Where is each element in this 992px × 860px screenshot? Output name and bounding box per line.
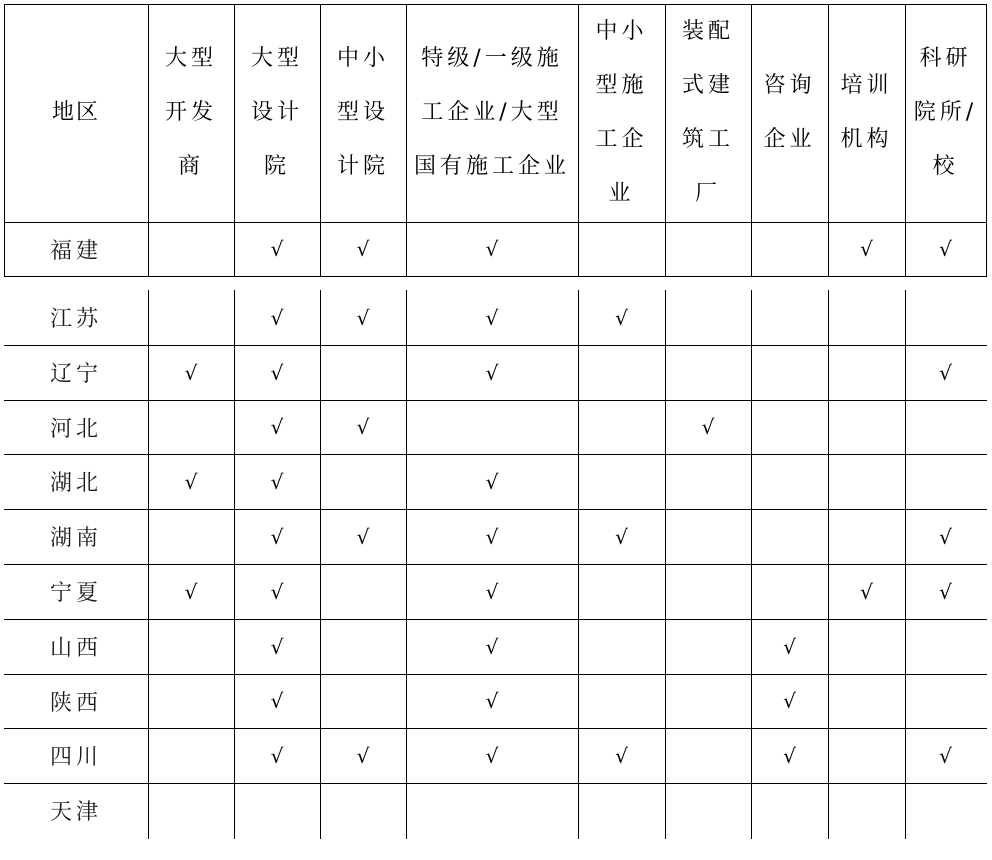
check-mark: √ bbox=[485, 237, 499, 261]
check-mark: √ bbox=[939, 579, 952, 604]
check-mark: √ bbox=[485, 689, 499, 713]
column-rule bbox=[148, 290, 149, 839]
check-mark: √ bbox=[485, 524, 499, 549]
check-mark: √ bbox=[615, 524, 628, 549]
column-rule bbox=[986, 4, 987, 277]
check-mark: √ bbox=[270, 415, 284, 439]
column-rule bbox=[148, 4, 149, 277]
region-cell: 江苏 bbox=[49, 307, 102, 332]
check-mark: √ bbox=[270, 634, 284, 659]
column-rule bbox=[665, 290, 666, 839]
column-rule bbox=[234, 4, 235, 277]
region-cell: 福建 bbox=[49, 238, 102, 264]
column-rule bbox=[905, 4, 906, 277]
table-rule bbox=[4, 276, 987, 277]
check-mark: √ bbox=[485, 469, 499, 494]
column-header-trn: 培训机构 bbox=[840, 73, 893, 152]
table-rule bbox=[4, 783, 987, 784]
column-rule bbox=[320, 290, 321, 839]
table-rule bbox=[4, 345, 987, 346]
column-rule bbox=[578, 290, 579, 839]
check-mark: √ bbox=[184, 579, 198, 604]
column-rule bbox=[406, 4, 407, 277]
column-rule bbox=[234, 290, 235, 839]
column-rule bbox=[828, 290, 829, 839]
check-mark: √ bbox=[184, 360, 198, 385]
region-cell: 宁夏 bbox=[49, 581, 102, 606]
check-mark: √ bbox=[615, 743, 628, 768]
region-cell: 湖南 bbox=[49, 526, 102, 551]
column-rule bbox=[828, 4, 829, 277]
check-mark: √ bbox=[356, 237, 370, 261]
check-mark: √ bbox=[485, 360, 499, 385]
table-rule bbox=[4, 564, 987, 565]
check-mark: √ bbox=[939, 524, 952, 549]
column-header-lgc: 特级/一级施工企业/大型国有施工企业 bbox=[413, 46, 570, 179]
check-mark: √ bbox=[701, 415, 715, 439]
check-mark: √ bbox=[485, 305, 499, 330]
region-cell: 辽宁 bbox=[49, 362, 102, 387]
check-mark: √ bbox=[783, 689, 796, 713]
check-mark: √ bbox=[184, 469, 198, 494]
column-header-smc: 中小型施工企业 bbox=[595, 19, 648, 206]
region-cell: 湖北 bbox=[49, 471, 102, 496]
column-rule bbox=[665, 4, 666, 277]
column-rule bbox=[905, 290, 906, 839]
check-mark: √ bbox=[356, 415, 370, 439]
table-rule bbox=[4, 222, 987, 223]
table-rule bbox=[4, 400, 987, 401]
check-mark: √ bbox=[270, 579, 284, 604]
check-mark: √ bbox=[485, 634, 499, 659]
column-rule bbox=[751, 4, 752, 277]
table-rule bbox=[4, 454, 987, 455]
column-header-dev: 大型开发商 bbox=[164, 46, 217, 179]
column-header-con: 咨询企业 bbox=[763, 73, 816, 152]
table-rule bbox=[4, 674, 987, 675]
check-mark: √ bbox=[356, 305, 370, 330]
column-header-sci: 科研院所/校 bbox=[913, 46, 978, 179]
check-mark: √ bbox=[485, 743, 499, 768]
check-mark: √ bbox=[783, 634, 796, 659]
check-mark: √ bbox=[270, 360, 284, 385]
check-mark: √ bbox=[270, 743, 284, 768]
column-header-pre: 装配式建筑工厂 bbox=[681, 19, 734, 206]
check-mark: √ bbox=[615, 305, 628, 330]
check-mark: √ bbox=[939, 360, 952, 385]
column-rule bbox=[406, 290, 407, 839]
table-rule bbox=[4, 509, 987, 510]
region-cell: 四川 bbox=[49, 745, 102, 770]
column-header-smd: 中小型设计院 bbox=[336, 46, 389, 179]
table-rule bbox=[4, 619, 987, 620]
check-mark: √ bbox=[485, 579, 499, 604]
column-rule bbox=[4, 4, 5, 277]
check-mark: √ bbox=[270, 237, 284, 261]
check-mark: √ bbox=[939, 743, 952, 768]
region-cell: 天津 bbox=[49, 800, 102, 825]
table-rule bbox=[4, 4, 987, 5]
column-header-lgd: 大型设计院 bbox=[250, 46, 303, 179]
check-mark: √ bbox=[270, 469, 284, 494]
check-mark: √ bbox=[270, 524, 284, 549]
region-cell: 河北 bbox=[49, 416, 102, 442]
check-mark: √ bbox=[783, 743, 796, 768]
column-rule bbox=[578, 4, 579, 277]
column-header-region: 地区 bbox=[51, 100, 100, 125]
check-mark: √ bbox=[860, 579, 873, 604]
check-mark: √ bbox=[939, 237, 952, 261]
region-cell: 山西 bbox=[49, 636, 102, 661]
check-mark: √ bbox=[270, 689, 284, 713]
check-mark: √ bbox=[356, 524, 370, 549]
check-mark: √ bbox=[356, 743, 370, 768]
check-mark: √ bbox=[860, 237, 873, 261]
region-cell: 陕西 bbox=[49, 690, 102, 716]
table-rule bbox=[4, 728, 987, 729]
column-rule bbox=[751, 290, 752, 839]
check-mark: √ bbox=[270, 305, 284, 330]
column-rule bbox=[320, 4, 321, 277]
